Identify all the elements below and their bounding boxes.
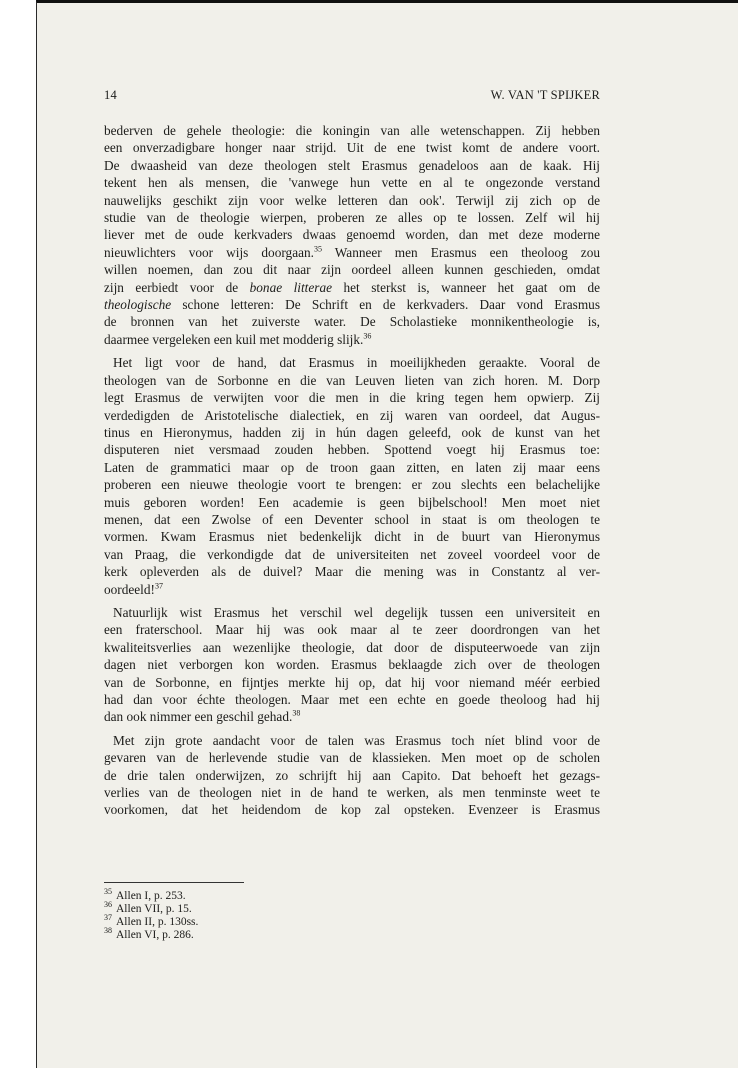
- text-line: Het ligt voor de hand, dat Erasmus in moeilijkheden geraakte. Vooral de: [113, 355, 600, 371]
- footnote-text: Allen II, p. 130ss.: [116, 916, 199, 928]
- footnote-text: Allen I, p. 253.: [116, 890, 186, 902]
- text-line: tinus en Hieronymus, hadden zij in hún dagen geleefd, ook de kunst van het: [104, 424, 600, 440]
- paragraph-3: [104, 604, 600, 726]
- text-line: tekent hen als mensen, die 'vanwege hun vette en al te ongezonde verstand: [104, 175, 600, 191]
- text-line: Natuurlijk wist Erasmus het verschil wel degelijk tussen een universiteit en: [113, 604, 600, 620]
- text-line: disputeren niet versmaad zouden hebben. Spottend voegt hij Erasmus toe:: [104, 442, 600, 458]
- footnote-number: 38: [104, 926, 112, 936]
- footnote: [104, 926, 404, 942]
- body-text: [104, 122, 600, 825]
- footnote-number: 36: [104, 900, 112, 910]
- footnote-ref[interactable]: 36: [363, 331, 372, 341]
- text-line: [104, 708, 600, 725]
- line-text: dan ook nimmer een geschil gehad.: [104, 709, 293, 725]
- footnote-number: 35: [104, 887, 112, 897]
- text-line: [104, 296, 600, 313]
- text-line: kerk opleverden als de duivel? Maar die mening was in Constantz al ver-: [104, 564, 600, 580]
- text-line: De dwaasheid van deze theologen stelt Erasmus genadeloos aan de kaak. Hij: [104, 157, 600, 173]
- italic-term: bonae litterae: [249, 279, 333, 295]
- footnote-ref[interactable]: 35: [313, 244, 322, 254]
- text-line: verlies van de theologen niet in de hand te werken, als men tenminste weet te: [104, 785, 600, 801]
- text-line: [104, 581, 600, 598]
- paragraph-2: [104, 354, 600, 598]
- text-line: een onverzadigbare honger naar strijd. Uit de ene twist komt de andere voort.: [104, 140, 600, 156]
- page-number: 14: [104, 88, 117, 102]
- text-line: de drie talen onderwijzen, zo schrijft hij aan Capito. Dat behoeft het gezags-: [104, 767, 600, 783]
- text-line: [104, 279, 600, 296]
- text-line: legt Erasmus de verwijten voor die men in die kring tegen hem opwierp. Zij: [104, 390, 600, 406]
- footnote-number: 37: [104, 913, 112, 923]
- italic-term: theologische: [104, 297, 172, 313]
- text-line: studie van de theologie wierpen, proberen ze alles op te lossen. Zelf wil hij: [104, 210, 600, 226]
- line-text: nieuwlichters voor wijs doorgaan.: [104, 244, 314, 260]
- text-line: menen, dat een Zwolse of een Deventer school in staat is om theologen te: [104, 511, 600, 527]
- footnote-ref[interactable]: 38: [292, 708, 301, 718]
- text-line: liever met de oude kerkvaders dwaas genoemd worden, dan met deze moderne: [104, 227, 600, 243]
- text-line: voorkomen, dat het heidendom de kop zal opsteken. Evenzeer is Erasmus: [104, 802, 600, 818]
- text-line: theologen van de Sorbonne en die van Leuven lieten van zich horen. M. Dorp: [104, 372, 600, 388]
- text-line: van Praag, die verkondigde dat de universiteiten net zoveel voordeel voor de: [104, 546, 600, 562]
- line-text: het sterkst is, wanneer het gaat om de: [332, 279, 600, 295]
- text-line: willen noemen, dan zou dit naar zijn oordeel alleen kunnen geschieden, omdat: [104, 262, 600, 278]
- text-line: Laten de grammatici maar op de troon gaan zitten, en laten zij maar eens: [104, 459, 600, 475]
- text-line: muis geboren worden! Een academie is geen bijbelschool! Men moet niet: [104, 494, 600, 510]
- text-line: vormen. Kwam Erasmus niet bedenkelijk dicht in de buurt van Hieronymus: [104, 529, 600, 545]
- text-line: dagen niet verborgen kon worden. Erasmus beklaagde zich over de theologen: [104, 657, 600, 673]
- text-line: [104, 244, 600, 261]
- text-line: proberen een nieuwe theologie voort te brengen: er zou slechts een belachelijke: [104, 477, 600, 493]
- text-line: bederven de gehele theologie: die koningin van alle wetenschappen. Zij hebben: [104, 123, 600, 138]
- footnote-text: Allen VII, p. 15.: [116, 903, 192, 915]
- text-line: de bronnen van het zuiverste water. De Scholastieke monnikentheologie is,: [104, 314, 600, 330]
- paragraph-1: [104, 122, 600, 348]
- text-line: gevaren van de herlevende studie van de klassieken. Men moet op de scholen: [104, 750, 600, 766]
- footnotes: [104, 887, 404, 942]
- text-line: [104, 331, 600, 348]
- footnote-rule: [104, 882, 244, 883]
- footnote: [104, 900, 404, 916]
- footnote-text: Allen VI, p. 286.: [116, 929, 194, 941]
- line-text: schone letteren: De Schrift en de kerkvaders. Daar vond Erasmus: [171, 297, 600, 313]
- text-line: had dan voor échte theologen. Maar met een echte en goede theoloog had hij: [104, 692, 600, 707]
- line-text: oordeeld!: [104, 581, 155, 597]
- paragraph-4: [104, 732, 600, 819]
- text-line: Met zijn grote aandacht voor de talen was Erasmus toch níet blind voor de: [113, 732, 600, 748]
- line-text: daarmee vergeleken een kuil met modderig slijk.: [104, 331, 364, 347]
- footnote-ref[interactable]: 37: [154, 581, 163, 591]
- text-line: verdedigden de Aristotelische dialectiek, en zij waren van oordeel, dat Augus-: [104, 407, 600, 423]
- footnote: [104, 913, 404, 929]
- line-text: Wanneer men Erasmus een theoloog zou: [321, 244, 600, 260]
- text-line: nauwelijks geschikt zijn voor welke letteren dan ook'. Terwijl zij zich op de: [104, 192, 600, 208]
- text-line: van de Sorbonne, en fijntjes merkte hij op, dat hij voor niemand méér eerbied: [104, 674, 600, 690]
- footnote: [104, 887, 404, 903]
- line-text: zijn eerbiedt voor de: [104, 279, 250, 295]
- text-line: een fraterschool. Maar hij was ook maar al te zeer doordrongen van het: [104, 622, 600, 638]
- text-line: kwaliteitsverlies aan wezenlijke theologie, dat door de disputeerwoede van zijn: [104, 639, 600, 655]
- running-head: W. VAN 'T SPIJKER: [490, 88, 600, 102]
